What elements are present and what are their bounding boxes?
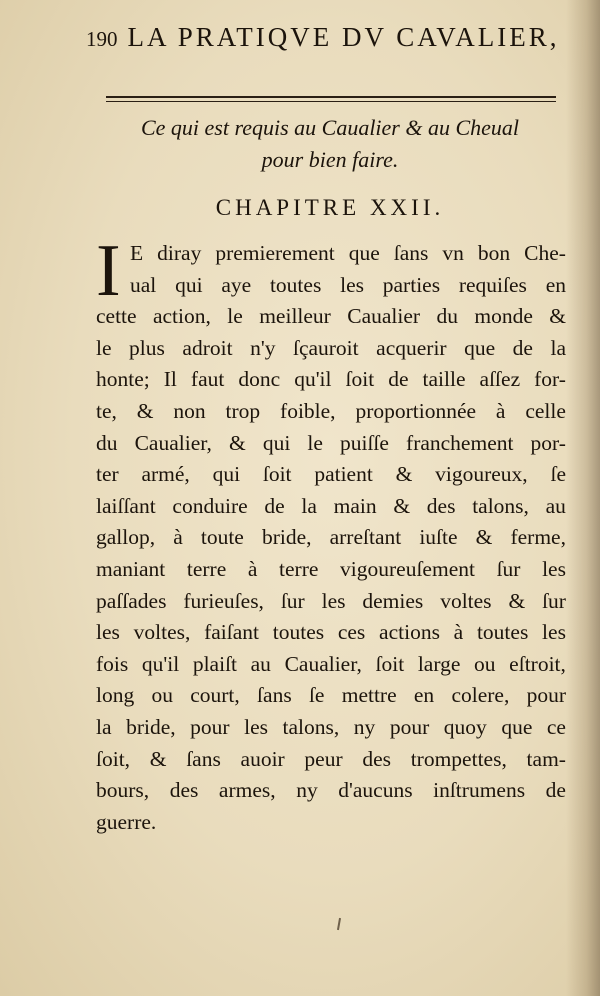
text-line: gallop, à toute bride, arreſtant iuſte & ferme, — [96, 525, 566, 550]
text-line: le plus adroit n'y ſçauroit acquerir que de la — [96, 335, 566, 360]
body-text — [96, 230, 566, 838]
text-line: honte; Il faut donc qu'il ſoit de taille aſſez for- — [96, 367, 566, 392]
page-number: 190 — [86, 27, 118, 51]
subtitle-line-2: pour bien faire. — [261, 147, 399, 172]
gutter-shadow — [566, 0, 600, 996]
text-line: ter armé, qui ſoit patient & vigoureux, ſe — [96, 462, 566, 487]
text-line: long ou court, ſans ſe mettre en colere, pour — [96, 683, 566, 708]
text-line: du Caualier, & qui le puiſſe franchement por- — [96, 430, 566, 455]
text-line: guerre. — [96, 809, 157, 834]
text-line: paſſades furieuſes, ſur les demies voltes & ſur — [96, 588, 566, 613]
text-line: te, & non trop foible, proportionnée à celle — [96, 398, 566, 423]
running-head — [86, 22, 560, 53]
text-line: cette action, le meilleur Caualier du monde & — [96, 304, 566, 329]
text-line: les voltes, faiſant toutes ces actions à toutes les — [96, 620, 566, 645]
text-line: ual qui aye toutes les parties requiſes en — [130, 272, 566, 297]
text-line: la bride, pour les talons, ny pour quoy que ce — [96, 714, 566, 739]
text-line: ſoit, & ſans auoir peur des trompettes, tam- — [96, 746, 566, 771]
text-line: bours, des armes, ny d'aucuns inſtrumens de — [96, 778, 566, 803]
text-line: laiſſant conduire de la main & des talons, au — [96, 493, 566, 518]
header-rule — [106, 96, 556, 98]
ink-mark — [337, 918, 341, 930]
drop-cap: I — [96, 230, 121, 312]
subtitle-line-1: Ce qui est requis au Caualier & au Cheual — [140, 115, 520, 140]
running-title: LA PRATIQVE DV CAVALIER, — [127, 22, 560, 52]
text-line: maniant terre à terre vigoureuſement ſur les — [96, 556, 566, 581]
chapter-heading: CHAPITRE XXII. — [215, 195, 445, 220]
text-line: fois qu'il plaiſt au Caualier, ſoit large ou eſtroit, — [96, 651, 566, 676]
chapter-subtitle — [100, 112, 560, 176]
text-line: E diray premierement que ſans vn bon Che- — [130, 241, 566, 265]
